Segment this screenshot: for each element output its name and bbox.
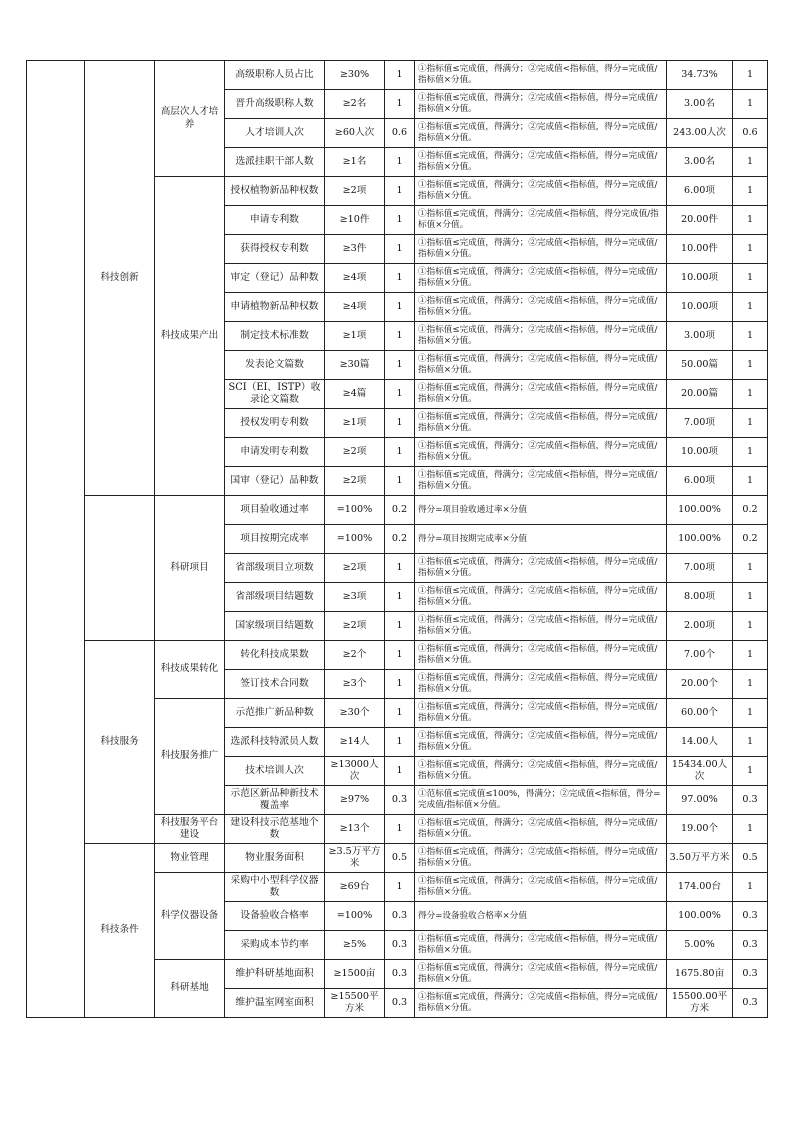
level1-column-cell	[27, 61, 85, 1018]
indicator-name: 人才培训人次	[225, 119, 325, 148]
indicator-name: 项目按期完成率	[225, 525, 325, 554]
scoring-rule: ①指标值≤完成值，得满分；②完成值<指标值，得分=完成值/指标值×分值。	[415, 467, 667, 496]
indicator-target: ≥97%	[325, 786, 385, 815]
scoring-rule: ①指标值≤完成值，得满分；②完成值<指标值，得分=完成值/指标值×分值。	[415, 177, 667, 206]
indicator-score: 1	[733, 322, 768, 351]
level1-category: 科技条件	[85, 844, 155, 1018]
indicator-target: ≥3项	[325, 583, 385, 612]
indicator-target: ≥3个	[325, 670, 385, 699]
indicator-weight: 1	[385, 583, 415, 612]
indicator-name: 授权发明专利数	[225, 409, 325, 438]
indicator-score: 1	[733, 148, 768, 177]
indicator-name: 高级职称人员占比	[225, 61, 325, 90]
indicator-actual: 10.00项	[667, 438, 733, 467]
scoring-rule: ①指标值≤完成值，得满分；②完成值<指标值，得分=完成值/指标值×分值。	[415, 409, 667, 438]
indicator-weight: 0.3	[385, 786, 415, 815]
indicator-name: 申请专利数	[225, 206, 325, 235]
indicator-name: 发表论文篇数	[225, 351, 325, 380]
indicator-weight: 1	[385, 670, 415, 699]
level2-category: 科研基地	[155, 960, 225, 1018]
indicator-actual: 6.00项	[667, 467, 733, 496]
indicator-weight: 1	[385, 61, 415, 90]
indicator-name: 示范推广新品种数	[225, 699, 325, 728]
scoring-rule: ①范标值≤完成值≤100%，得满分；②完成值<指标值，得分=完成值/指标值×分值。	[415, 786, 667, 815]
indicator-score: 0.2	[733, 525, 768, 554]
indicator-actual: 60.00个	[667, 699, 733, 728]
scoring-rule: ①指标值≤完成值，得满分；②完成值<指标值，得分=完成值/指标值×分值。	[415, 815, 667, 844]
level2-category: 科技服务平台建设	[155, 815, 225, 844]
indicator-weight: 0.2	[385, 496, 415, 525]
level2-category: 科学仪器设备	[155, 873, 225, 960]
level2-category: 高层次人才培养	[155, 61, 225, 177]
indicator-actual: 19.00个	[667, 815, 733, 844]
level2-category: 科技服务推广	[155, 699, 225, 815]
indicator-weight: 1	[385, 612, 415, 641]
indicator-score: 1	[733, 873, 768, 902]
indicator-weight: 1	[385, 728, 415, 757]
indicator-name: 物业服务面积	[225, 844, 325, 873]
indicator-name: 维护温室网室面积	[225, 989, 325, 1018]
indicator-actual: 100.00%	[667, 525, 733, 554]
indicator-name: 晋升高级职称人数	[225, 90, 325, 119]
indicator-actual: 174.00台	[667, 873, 733, 902]
indicator-target: ≥1名	[325, 148, 385, 177]
indicator-weight: 1	[385, 380, 415, 409]
indicator-name: 选派科技特派员人数	[225, 728, 325, 757]
indicator-actual: 20.00篇	[667, 380, 733, 409]
indicator-score: 0.3	[733, 960, 768, 989]
indicator-name: 签订技术合同数	[225, 670, 325, 699]
level1-category-blank	[85, 496, 155, 641]
indicator-score: 1	[733, 467, 768, 496]
indicator-score: 0.3	[733, 786, 768, 815]
indicator-actual: 20.00件	[667, 206, 733, 235]
scoring-rule: ①指标值≤完成值，得满分；②完成值<指标值，得分=完成值/指标值×分值。	[415, 670, 667, 699]
indicator-score: 1	[733, 554, 768, 583]
indicator-name: 申请植物新品种权数	[225, 293, 325, 322]
scoring-rule: ①指标值≤完成值，得满分；②完成值<指标值，得分=完成值/指标值×分值。	[415, 757, 667, 786]
indicator-score: 0.6	[733, 119, 768, 148]
indicator-weight: 1	[385, 554, 415, 583]
indicator-weight: 1	[385, 322, 415, 351]
scoring-rule: ①指标值≤完成值，得满分；②完成值<指标值，得分=完成值/指标值×分值。	[415, 583, 667, 612]
table-row	[27, 844, 768, 873]
indicator-score: 0.3	[733, 902, 768, 931]
indicator-actual: 97.00%	[667, 786, 733, 815]
scoring-rule: ①指标值≤完成值，得满分；②完成值<指标值，得分=完成值/指标值×分值。	[415, 612, 667, 641]
level1-category: 科技创新	[85, 61, 155, 496]
indicator-actual: 10.00项	[667, 264, 733, 293]
indicator-target: ≥30篇	[325, 351, 385, 380]
scoring-rule: ①指标值≤完成值，得满分；②完成值<指标值，得分=完成值/指标值×分值。	[415, 989, 667, 1018]
scoring-rule: ①指标值≤完成值，得满分；②完成值<指标值，得分=完成值/指标值×分值。	[415, 119, 667, 148]
indicator-name: 授权植物新品种权数	[225, 177, 325, 206]
indicator-score: 1	[733, 177, 768, 206]
indicator-name: 建设科技示范基地个数	[225, 815, 325, 844]
scoring-rule: ①指标值≤完成值，得满分；②完成值<指标值，得分=完成值/指标值×分值。	[415, 844, 667, 873]
indicator-target: ≥30个	[325, 699, 385, 728]
indicator-actual: 8.00项	[667, 583, 733, 612]
indicator-target: ≥2个	[325, 641, 385, 670]
indicator-target: ≥2项	[325, 438, 385, 467]
indicator-target: ≥13000人次	[325, 757, 385, 786]
indicator-weight: 1	[385, 641, 415, 670]
indicator-actual: 100.00%	[667, 902, 733, 931]
indicator-actual: 2.00项	[667, 612, 733, 641]
indicator-target: ≥2项	[325, 467, 385, 496]
indicator-name: 国审（登记）品种数	[225, 467, 325, 496]
indicator-score: 1	[733, 641, 768, 670]
indicator-score: 1	[733, 61, 768, 90]
indicator-actual: 243.00人次	[667, 119, 733, 148]
indicator-actual: 7.00个	[667, 641, 733, 670]
indicator-target: ≥60人次	[325, 119, 385, 148]
scoring-rule: ①指标值≤完成值，得满分；②完成值<指标值，得分=完成值/指标值×分值。	[415, 293, 667, 322]
indicator-target: ≥3.5万平方米	[325, 844, 385, 873]
scoring-rule: ①指标值≤完成值，得满分；②完成值<指标值，得分=完成值/指标值×分值。	[415, 148, 667, 177]
indicator-target: ≥2名	[325, 90, 385, 119]
indicator-actual: 15500.00平方米	[667, 989, 733, 1018]
indicator-actual: 10.00项	[667, 293, 733, 322]
scoring-rule: ①指标值≤完成值，得满分；②完成值<指标值，得分=完成值/指标值×分值。	[415, 351, 667, 380]
indicator-target: ≥14人	[325, 728, 385, 757]
indicator-actual: 10.00件	[667, 235, 733, 264]
indicator-name: 省部级项目结题数	[225, 583, 325, 612]
indicator-weight: 1	[385, 757, 415, 786]
indicator-weight: 1	[385, 409, 415, 438]
scoring-rule: ①指标值≤完成值，得满分；②完成值<指标值，得分=完成值/指标值×分值。	[415, 61, 667, 90]
scoring-rule: ①指标值≤完成值，得满分；②完成值<指标值，得分=完成值/指标值×分值。	[415, 960, 667, 989]
scoring-rule: ①指标值≤完成值，得满分；②完成值<指标值，得分=完成值/指标值×分值。	[415, 90, 667, 119]
indicator-target: ≥2项	[325, 177, 385, 206]
indicator-weight: 1	[385, 699, 415, 728]
scoring-rule: ①指标值≤完成值，得满分；②完成值<指标值，得分=完成值/指标值×分值。	[415, 438, 667, 467]
indicator-score: 0.5	[733, 844, 768, 873]
indicator-target: ≥10件	[325, 206, 385, 235]
level2-category: 科技成果产出	[155, 177, 225, 496]
indicator-target: ≥1项	[325, 322, 385, 351]
indicator-actual: 14.00人	[667, 728, 733, 757]
indicator-weight: 0.5	[385, 844, 415, 873]
scoring-rule: ①指标值≤完成值，得满分；②完成值<指标值，得分=完成值/指标值×分值。	[415, 235, 667, 264]
indicator-actual: 3.50万平方米	[667, 844, 733, 873]
indicator-actual: 7.00项	[667, 409, 733, 438]
indicator-weight: 1	[385, 148, 415, 177]
indicator-target: =100%	[325, 902, 385, 931]
indicator-actual: 5.00%	[667, 931, 733, 960]
indicator-name: 转化科技成果数	[225, 641, 325, 670]
level2-category: 科研项目	[155, 496, 225, 641]
indicator-score: 1	[733, 670, 768, 699]
scoring-rule: ①指标值≤完成值，得满分；②完成值<指标值，得分=完成值/指标值×分值。	[415, 931, 667, 960]
indicator-target: ≥3件	[325, 235, 385, 264]
indicator-actual: 100.00%	[667, 496, 733, 525]
indicator-weight: 1	[385, 467, 415, 496]
scoring-rule: ①指标值≤完成值，得满分；②完成值<指标值，得分=完成值/指标值×分值。	[415, 728, 667, 757]
indicator-weight: 0.2	[385, 525, 415, 554]
indicator-name: 国家级项目结题数	[225, 612, 325, 641]
level2-category: 科技成果转化	[155, 641, 225, 699]
table-row	[27, 641, 768, 670]
indicator-name: 省部级项目立项数	[225, 554, 325, 583]
indicator-score: 1	[733, 815, 768, 844]
indicator-score: 1	[733, 206, 768, 235]
indicator-weight: 1	[385, 177, 415, 206]
indicator-weight: 0.3	[385, 989, 415, 1018]
indicator-target: ≥5%	[325, 931, 385, 960]
indicator-target: ≥4项	[325, 264, 385, 293]
indicator-weight: 1	[385, 351, 415, 380]
indicator-actual: 20.00个	[667, 670, 733, 699]
indicator-weight: 1	[385, 206, 415, 235]
indicator-target: ≥1500亩	[325, 960, 385, 989]
indicator-actual: 1675.80亩	[667, 960, 733, 989]
indicator-score: 1	[733, 235, 768, 264]
indicator-actual: 3.00名	[667, 148, 733, 177]
indicator-target: ≥69台	[325, 873, 385, 902]
indicator-target: ≥4项	[325, 293, 385, 322]
scoring-rule: 得分=项目验收通过率×分值	[415, 496, 667, 525]
indicator-name: 采购成本节约率	[225, 931, 325, 960]
indicator-score: 1	[733, 699, 768, 728]
scoring-rule: ①指标值≤完成值，得满分；②完成值<指标值，得分=完成值/指标值×分值。	[415, 873, 667, 902]
scoring-rule: ①指标值≤完成值，得满分；②完成值<指标值，得分=完成值/指标值×分值。	[415, 380, 667, 409]
indicator-weight: 1	[385, 90, 415, 119]
indicator-target: ≥1项	[325, 409, 385, 438]
indicator-actual: 3.00名	[667, 90, 733, 119]
indicator-weight: 1	[385, 873, 415, 902]
indicator-name: 审定（登记）品种数	[225, 264, 325, 293]
indicator-actual: 6.00项	[667, 177, 733, 206]
indicator-weight: 1	[385, 293, 415, 322]
indicator-target: ≥30%	[325, 61, 385, 90]
table-row	[27, 61, 768, 90]
performance-indicator-table	[26, 60, 768, 1018]
indicator-score: 0.2	[733, 496, 768, 525]
indicator-weight: 1	[385, 235, 415, 264]
indicator-name: SCI（EI、ISTP）收录论文篇数	[225, 380, 325, 409]
indicator-score: 1	[733, 293, 768, 322]
scoring-rule: 得分=设备验收合格率×分值	[415, 902, 667, 931]
indicator-score: 1	[733, 757, 768, 786]
level1-category: 科技服务	[85, 641, 155, 844]
scoring-rule: ①指标值≤完成值，得满分；②完成值<指标值，得分=完成值/指标值×分值。	[415, 554, 667, 583]
indicator-target: ≥13个	[325, 815, 385, 844]
indicator-score: 0.3	[733, 931, 768, 960]
indicator-target: ≥2项	[325, 612, 385, 641]
indicator-score: 1	[733, 380, 768, 409]
indicator-score: 0.3	[733, 989, 768, 1018]
scoring-rule: ①指标值≤完成值，得满分；②完成值<指标值，得分=完成值/指标值×分值。	[415, 264, 667, 293]
indicator-score: 1	[733, 728, 768, 757]
indicator-weight: 1	[385, 438, 415, 467]
indicator-actual: 3.00项	[667, 322, 733, 351]
indicator-name: 项目验收通过率	[225, 496, 325, 525]
scoring-rule: ①指标值≤完成值，得满分；②完成值<指标值，得分=完成值/指标值×分值。	[415, 699, 667, 728]
indicator-target: =100%	[325, 525, 385, 554]
indicator-target: =100%	[325, 496, 385, 525]
indicator-name: 示范区新品种新技术覆盖率	[225, 786, 325, 815]
indicator-name: 设备验收合格率	[225, 902, 325, 931]
indicator-name: 获得授权专利数	[225, 235, 325, 264]
indicator-target: ≥15500平方米	[325, 989, 385, 1018]
indicator-name: 维护科研基地面积	[225, 960, 325, 989]
indicator-score: 1	[733, 264, 768, 293]
indicator-name: 技术培训人次	[225, 757, 325, 786]
indicator-score: 1	[733, 90, 768, 119]
scoring-rule: 得分=项目按期完成率×分值	[415, 525, 667, 554]
indicator-weight: 0.6	[385, 119, 415, 148]
indicator-target: ≥2项	[325, 554, 385, 583]
scoring-rule: ①指标值≤完成值，得满分；②完成值<指标值，得分=完成值/指标值×分值。	[415, 641, 667, 670]
indicator-actual: 50.00篇	[667, 351, 733, 380]
indicator-score: 1	[733, 351, 768, 380]
indicator-weight: 1	[385, 264, 415, 293]
table-row	[27, 496, 768, 525]
indicator-weight: 0.3	[385, 960, 415, 989]
indicator-actual: 15434.00人次	[667, 757, 733, 786]
scoring-rule: ①指标值≤完成值，得满分；②完成值<指标值，得分完成值/指标值×分值。	[415, 206, 667, 235]
scoring-rule: ①指标值≤完成值，得满分；②完成值<指标值，得分=完成值/指标值×分值。	[415, 322, 667, 351]
indicator-weight: 0.3	[385, 931, 415, 960]
indicator-weight: 0.3	[385, 902, 415, 931]
level2-category: 物业管理	[155, 844, 225, 873]
indicator-score: 1	[733, 612, 768, 641]
indicator-score: 1	[733, 438, 768, 467]
indicator-target: ≥4篇	[325, 380, 385, 409]
indicator-actual: 7.00项	[667, 554, 733, 583]
indicator-score: 1	[733, 409, 768, 438]
indicator-name: 制定技术标准数	[225, 322, 325, 351]
indicator-actual: 34.73%	[667, 61, 733, 90]
indicator-name: 采购中小型科学仪器数	[225, 873, 325, 902]
indicator-weight: 1	[385, 815, 415, 844]
indicator-name: 选派挂职干部人数	[225, 148, 325, 177]
indicator-score: 1	[733, 583, 768, 612]
indicator-name: 申请发明专利数	[225, 438, 325, 467]
table-body	[27, 61, 768, 1018]
